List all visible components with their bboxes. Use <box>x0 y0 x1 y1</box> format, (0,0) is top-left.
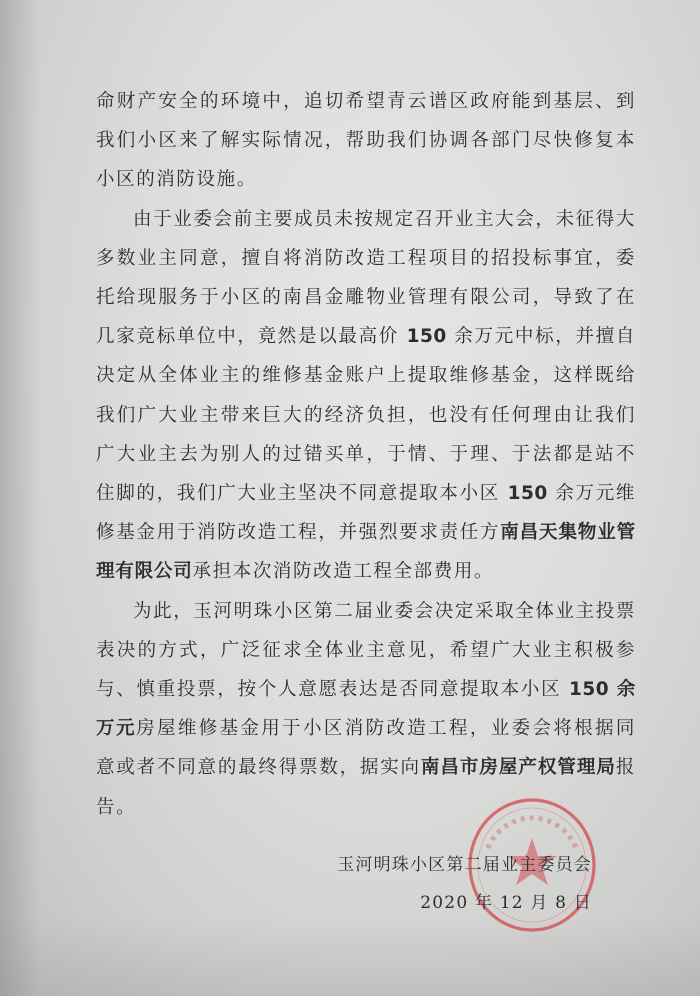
paragraph-1-text: 命财产安全的环境中，追切希望青云谱区政府能到基层、到我们小区来了解实际情况，帮助我们协调各部门尽快修复本小区的消防设施。 <box>96 91 636 191</box>
signature-block <box>337 846 592 922</box>
amount-150-second: 150 <box>507 483 548 505</box>
paragraph-3 <box>96 592 636 827</box>
paragraph-2-part3: 余万元维修基金用于消防改造工程，并强烈要求责任方 <box>96 483 637 544</box>
amount-150-first: 150 <box>406 326 447 348</box>
paragraph-3-part1: 为此，玉河明珠小区第二届业委会决定采取全体业主投票表决的方式，广泛征求全体业主意见，希望广大业主积极参与、慎重投票，按个人意愿表达是否同意提取本小区 <box>96 600 636 701</box>
housing-bureau: 南昌市房屋产权管理局 <box>420 757 616 779</box>
paragraph-3-part2: 房屋维修基金用于小区消防改造工程，业委会将根据同意或者不同意的最终得票数，据实向 <box>96 718 636 779</box>
paragraph-2-part2: 余万元中标，并擅自决定从全体业主的维修基金账户上提取维修基金，这样既给我们广大业主带来巨大的经济负担，也没有任何理由让我们广大业主去为别人的过错买单，于情、于理、于法都是站不住脚的，我们广大业主坚决不同意提取本小区 <box>96 326 637 505</box>
letter-body <box>96 82 636 827</box>
paragraph-2-part4: 承担本次消防改造工程全部费用。 <box>192 561 495 583</box>
signature-org: 玉河明珠小区第二届业主委员会 <box>337 855 592 875</box>
paragraph-2-part1: 由于业委会前主要成员未按规定召开业主大会，未征得大多数业主同意，擅自将消防改造工程项目的招投标事宜，委托给现服务于小区的南昌金雕物业管理有限公司，导致了在几家竞标单位中，竟然是以最高价 <box>96 208 636 348</box>
amount-150-third: 150 <box>568 679 610 701</box>
page-shadow-left <box>0 0 40 996</box>
paragraph-1 <box>96 82 636 200</box>
responsible-company: 南昌天集物业管理有限公司 <box>96 522 636 583</box>
paragraph-3-part3: 报告。 <box>96 757 636 818</box>
paragraph-2 <box>96 200 636 592</box>
amount-unit: 余万元 <box>96 679 637 740</box>
signature-date: 2020 年 12 月 8 日 <box>420 893 592 913</box>
